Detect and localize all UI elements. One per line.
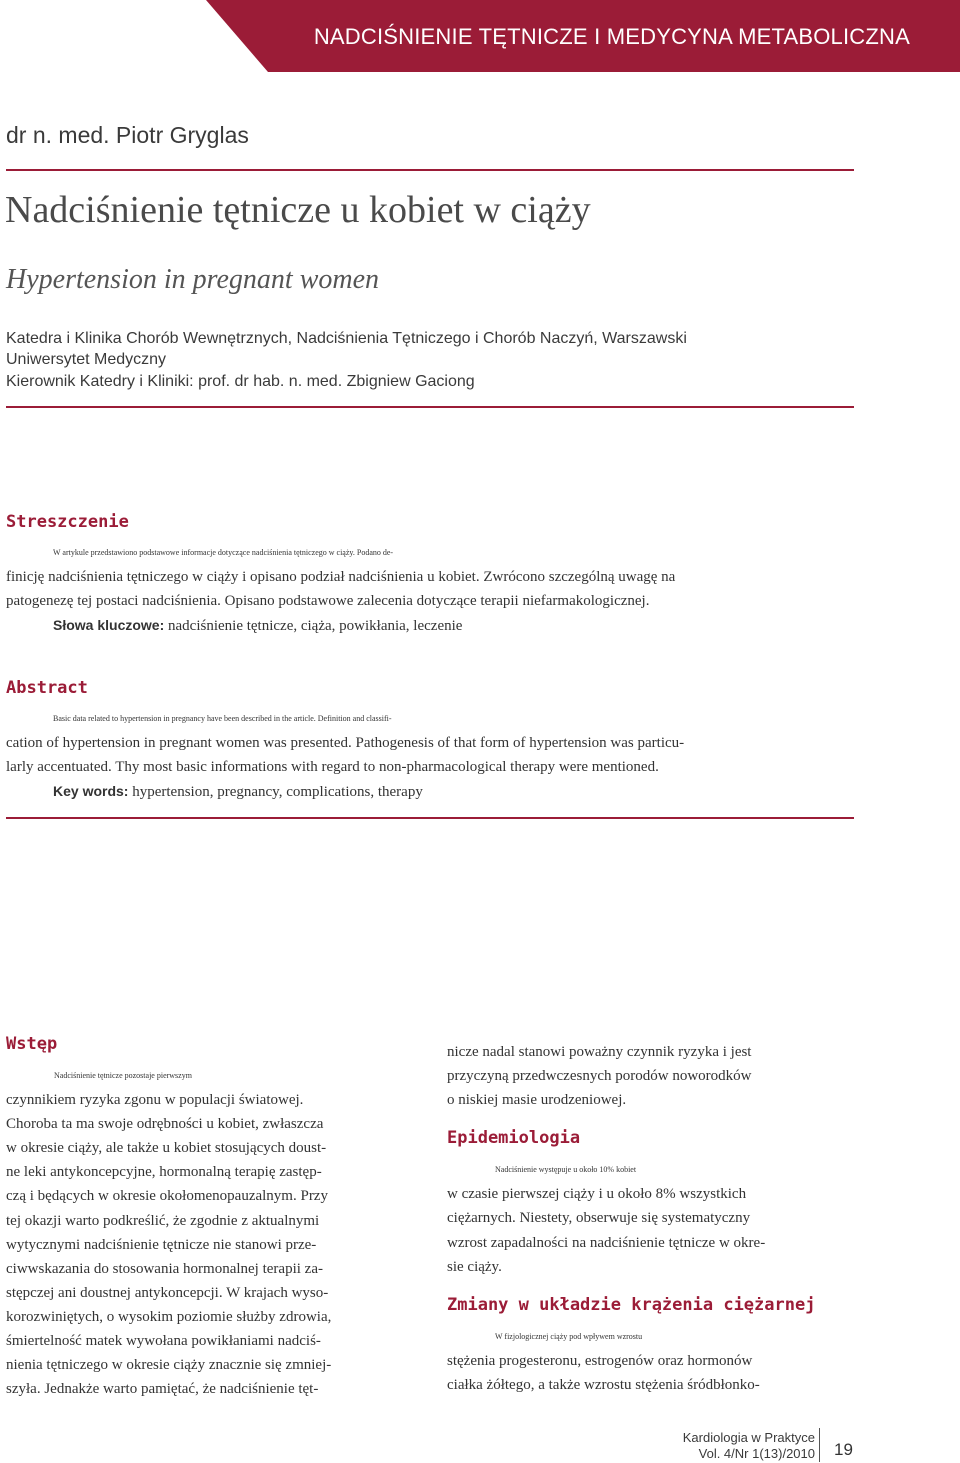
text-line: finicję nadciśnienia tętniczego w ciąży i opisano podział nadciśnienia u kobiet. Zwrócono szczególną uwagę na <box>6 569 676 585</box>
text-line: wytycznymi nadciśnienie tętnicze nie stanowi prze- <box>6 1236 317 1253</box>
text-line: nicze nadal stanowi poważny czynnik ryzyka i jest <box>447 1044 752 1060</box>
text-line: W fizjologicznej ciąży pod wpływem wzrostu <box>495 1331 643 1341</box>
text-line: czynnikiem ryzyka zgonu w populacji światowej. <box>6 1092 304 1109</box>
affiliation-line: Uniwersytet Medyczny <box>6 351 167 368</box>
text-line: śmiertelność matek wywołana powikłaniami nadciś- <box>6 1333 321 1350</box>
text-line: stępczej ani doustnej antykoncepcji. W krajach wyso- <box>6 1284 329 1301</box>
footer-divider <box>819 1428 820 1462</box>
footer-journal-name: Kardiologia w Praktyce <box>682 1430 815 1445</box>
text-line: W artykule przedstawiono podstawowe informacje dotyczące nadciśnienia tętniczego w ciąży. Podano de- <box>53 548 394 557</box>
divider <box>6 406 854 408</box>
text-line: tej okazji warto podkreślić, że zgodnie z aktualnymi <box>6 1212 320 1229</box>
text-line: ne leki antykoncepcyjne, hormonalną terapię zastęp- <box>6 1164 322 1181</box>
footer-volume: Vol. 4/Nr 1(13)/2010 <box>698 1446 815 1461</box>
keywords-text: hypertension, pregnancy, complications, therapy <box>128 784 423 800</box>
wstep-heading: Wstęp <box>6 1034 58 1054</box>
zmiany-heading: Zmiany w układzie krążenia ciężarnej <box>447 1294 816 1315</box>
zmiany-paragraph <box>447 1325 855 1397</box>
page-number: 19 <box>834 1440 853 1459</box>
keywords-row <box>6 613 854 638</box>
text-line: larly accentuated. Thy most basic informations with regard to non-pharmacological therapy were mentioned. <box>6 759 659 775</box>
keywords-text: nadciśnienie tętnicze, ciąża, powikłania, leczenie <box>164 618 463 634</box>
text-line: ciałka żółtego, a także wzrostu stężenia śródbłonko- <box>447 1376 760 1393</box>
divider <box>6 817 854 819</box>
text-line: ciężarnych. Niestety, obserwuje się systematyczny <box>447 1210 751 1227</box>
text-line: nienia tętniczego w okresie ciąży znacznie się zmniej- <box>6 1357 332 1374</box>
affiliation-line: Katedra i Klinika Chorób Wewnętrznych, Nadciśnienia Tętniczego i Chorób Naczyń, Warszawski <box>6 330 687 347</box>
text-line: sie ciąży. <box>447 1258 502 1275</box>
article-title-english: Hypertension in pregnant women <box>6 264 380 295</box>
epidemiologia-heading: Epidemiologia <box>447 1128 581 1149</box>
article-title: Nadciśnienie tętnicze u kobiet w ciąży <box>5 189 591 231</box>
footer-journal-info <box>683 1430 815 1462</box>
abstract-heading: Abstract <box>6 678 88 698</box>
keywords-label: Słowa kluczowe: <box>53 617 165 633</box>
text-line: Nadciśnienie tętnicze pozostaje pierwszym <box>54 1071 192 1080</box>
text-line: Basic data related to hypertension in pregnancy have been described in the article. Definition and classifi- <box>53 714 392 723</box>
text-line: o niskiej masie urodzeniowej. <box>447 1092 627 1109</box>
text-line: czą i będących w okresie okołomenopauzalnym. Przy <box>6 1188 328 1205</box>
wstep-paragraph <box>6 1064 410 1401</box>
text-line: w okresie ciąży, ale także u kobiet stosujących doust- <box>6 1140 327 1157</box>
text-line: stężenia progesteronu, estrogenów oraz hormonów <box>447 1352 753 1369</box>
text-line: patogenezę tej postaci nadciśnienia. Opisano podstawowe zalecenia dotyczące terapii niefarmakologicznej. <box>6 593 650 609</box>
text-line: ciwwskazania do stosowania hormonalnej terapii za- <box>6 1260 323 1277</box>
text-line: wzrost zapadalności na nadciśnienie tętnicze w okre- <box>447 1234 766 1251</box>
text-line: Choroba ta ma swoje odrębności u kobiet, zwłaszcza <box>6 1116 324 1133</box>
streszczenie-text <box>6 541 854 638</box>
keywords-label: Key words: <box>53 783 129 799</box>
text-line: Nadciśnienie występuje u około 10% kobiet <box>495 1165 637 1175</box>
text-line: przyczyną przedwczesnych porodów noworodków <box>447 1068 752 1085</box>
author-name: dr n. med. Piotr Gryglas <box>6 122 249 148</box>
left-column <box>6 1032 410 1401</box>
streszczenie-heading: Streszczenie <box>6 512 129 532</box>
wstep-continuation <box>447 1040 855 1112</box>
epidemiologia-paragraph <box>447 1158 855 1278</box>
right-column <box>447 1040 855 1397</box>
divider <box>6 169 854 171</box>
text-line: w czasie pierwszej ciąży i u około 8% wszystkich <box>447 1186 747 1203</box>
abstract-text <box>6 707 854 804</box>
affiliation-line: Kierownik Katedry i Kliniki: prof. dr hab. n. med. Zbigniew Gaciong <box>6 373 475 390</box>
text-line: szyła. Jednakże warto pamiętać, że nadciśnienie tęt- <box>6 1381 319 1398</box>
text-line: korozwiniętych, o wysokim poziomie służby zdrowia, <box>6 1308 332 1325</box>
journal-title: NADCIŚNIENIE TĘTNICZE I MEDYCYNA METABOLICZNA <box>313 24 910 49</box>
keywords-row <box>6 779 854 804</box>
text-line: cation of hypertension in pregnant women was presented. Pathogenesis of that form of hypertension was particu- <box>6 735 685 751</box>
